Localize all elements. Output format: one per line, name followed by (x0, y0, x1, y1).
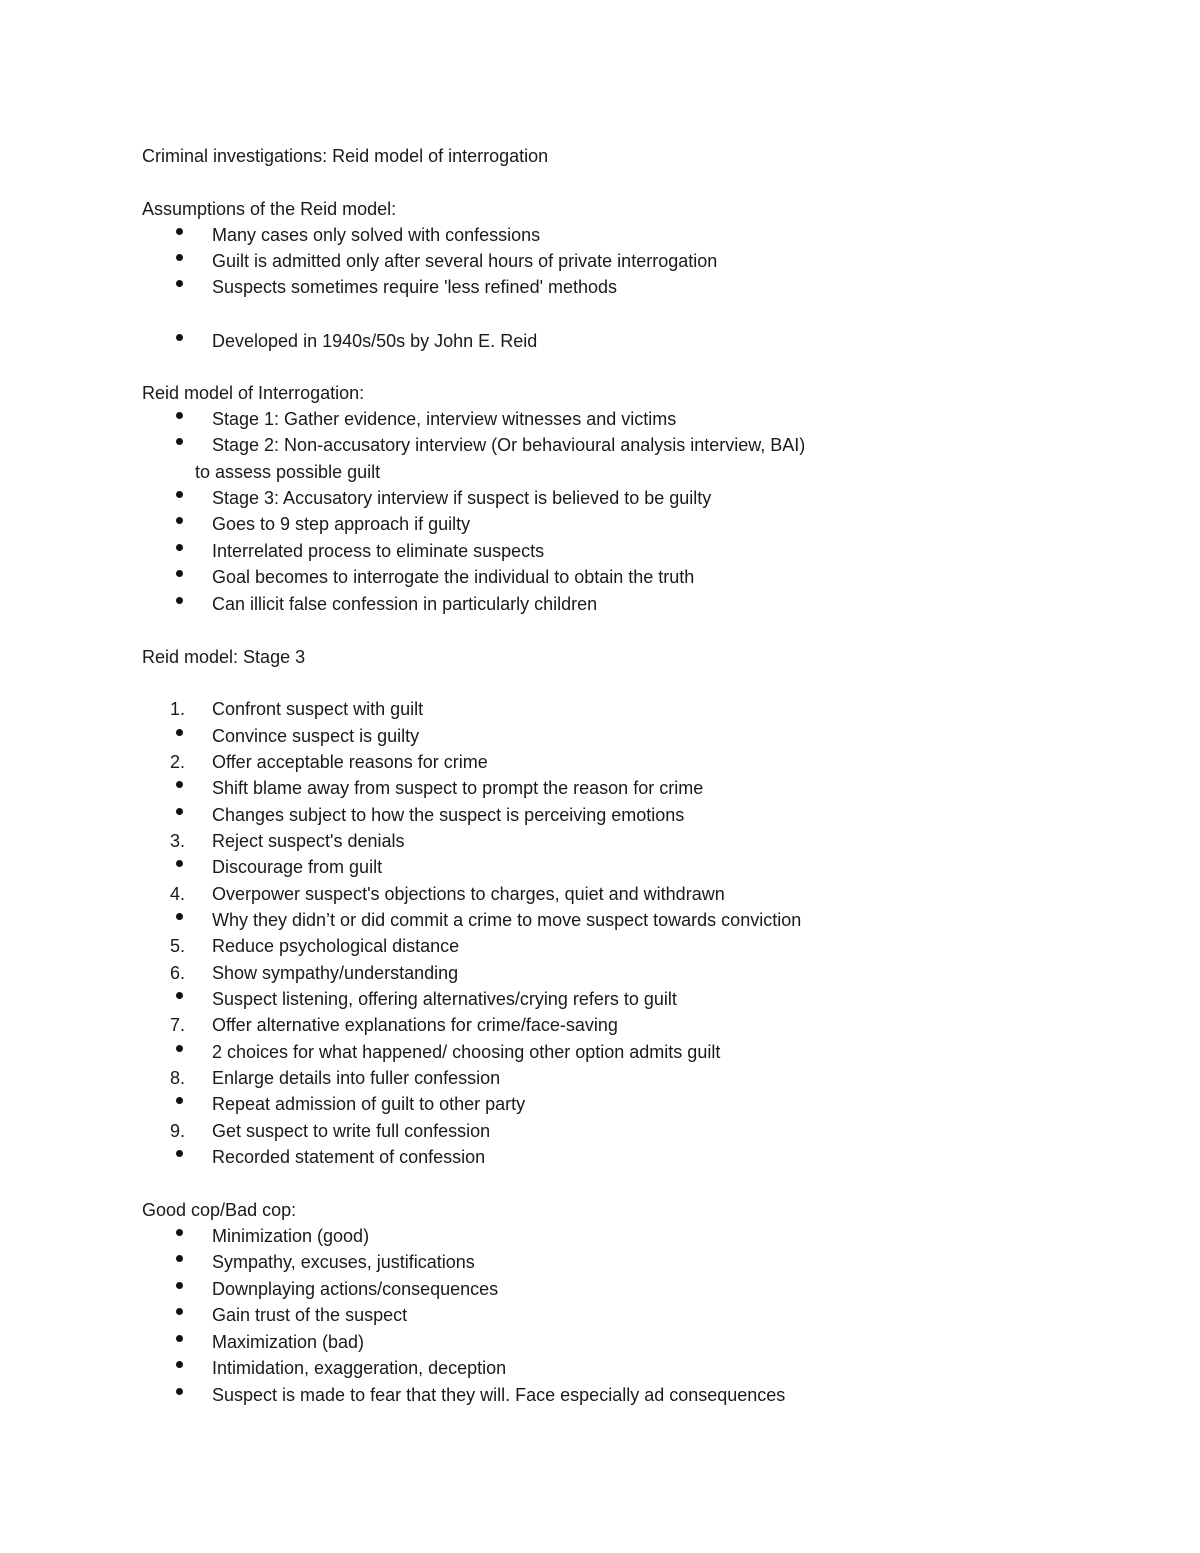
list-number: 6. (170, 963, 186, 983)
list-item: Guilt is admitted only after several hours of private interrogation (212, 251, 718, 271)
list-item: Sympathy, excuses, justifications (212, 1252, 475, 1272)
bullet-icon (176, 1388, 183, 1395)
list-number: 1. (170, 699, 186, 719)
bullet-icon (176, 228, 183, 235)
list-number: 9. (170, 1121, 186, 1141)
bullet-icon (176, 729, 183, 736)
bullet-icon (176, 860, 183, 867)
list-item: Many cases only solved with confessions (212, 225, 541, 245)
list-item: Downplaying actions/consequences (212, 1279, 499, 1299)
section-heading-stage3: Reid model: Stage 3 (142, 647, 306, 667)
list-item: Discourage from guilt (212, 857, 383, 877)
page-title: Criminal investigations: Reid model of interrogation (142, 146, 549, 166)
list-item: Suspect is made to fear that they will. Face especially ad consequences (212, 1385, 786, 1405)
list-item: Minimization (good) (212, 1226, 370, 1246)
list-item: Suspect listening, offering alternatives/crying refers to guilt (212, 989, 677, 1009)
list-item: Can illicit false confession in particularly children (212, 594, 598, 614)
bullet-icon (176, 1282, 183, 1289)
list-item: Stage 1: Gather evidence, interview witnesses and victims (212, 409, 677, 429)
bullet-icon (176, 517, 183, 524)
list-item-continuation: to assess possible guilt (195, 462, 381, 482)
list-number: 8. (170, 1068, 186, 1088)
bullet-icon (176, 1150, 183, 1157)
list-item: Recorded statement of confession (212, 1147, 486, 1167)
bullet-icon (176, 1255, 183, 1262)
list-number: 3. (170, 831, 186, 851)
section-heading-assumptions: Assumptions of the Reid model: (142, 199, 397, 219)
bullet-icon (176, 412, 183, 419)
bullet-icon (176, 781, 183, 788)
bullet-icon (176, 913, 183, 920)
list-item: Interrelated process to eliminate suspects (212, 541, 545, 561)
list-item: Reject suspect's denials (212, 831, 405, 851)
bullet-icon (176, 1229, 183, 1236)
list-number: 4. (170, 884, 186, 904)
list-item: Goal becomes to interrogate the individual to obtain the truth (212, 567, 695, 587)
bullet-icon (176, 438, 183, 445)
list-item: Intimidation, exaggeration, deception (212, 1358, 507, 1378)
bullet-icon (176, 1045, 183, 1052)
section-heading-interrogation: Reid model of Interrogation: (142, 383, 365, 403)
bullet-icon (176, 570, 183, 577)
list-item: Stage 2: Non-accusatory interview (Or behavioural analysis interview, BAI) (212, 435, 806, 455)
list-item: Changes subject to how the suspect is perceiving emotions (212, 805, 685, 825)
bullet-icon (176, 1308, 183, 1315)
list-item: Enlarge details into fuller confession (212, 1068, 501, 1088)
bullet-icon (176, 1097, 183, 1104)
list-item: Maximization (bad) (212, 1332, 365, 1352)
list-number: 2. (170, 752, 186, 772)
list-item: Developed in 1940s/50s by John E. Reid (212, 331, 538, 351)
bullet-icon (176, 808, 183, 815)
list-item: Goes to 9 step approach if guilty (212, 514, 471, 534)
list-item: Overpower suspect's objections to charges, quiet and withdrawn (212, 884, 725, 904)
list-item: Show sympathy/understanding (212, 963, 459, 983)
list-item: Suspects sometimes require 'less refined' methods (212, 277, 618, 297)
list-item: Why they didn’t or did commit a crime to move suspect towards conviction (212, 910, 802, 930)
bullet-icon (176, 992, 183, 999)
bullet-icon (176, 491, 183, 498)
bullet-icon (176, 1361, 183, 1368)
list-item: Offer acceptable reasons for crime (212, 752, 488, 772)
list-item: Shift blame away from suspect to prompt the reason for crime (212, 778, 704, 798)
list-item: Stage 3: Accusatory interview if suspect is believed to be guilty (212, 488, 712, 508)
list-item: Convince suspect is guilty (212, 726, 420, 746)
list-item: Repeat admission of guilt to other party (212, 1094, 526, 1114)
bullet-icon (176, 544, 183, 551)
list-item: Offer alternative explanations for crime/face-saving (212, 1015, 618, 1035)
list-item: 2 choices for what happened/ choosing other option admits guilt (212, 1042, 721, 1062)
list-item: Confront suspect with guilt (212, 699, 424, 719)
section-heading-goodcop: Good cop/Bad cop: (142, 1200, 297, 1220)
bullet-icon (176, 334, 183, 341)
list-item: Gain trust of the suspect (212, 1305, 408, 1325)
bullet-icon (176, 597, 183, 604)
list-item: Get suspect to write full confession (212, 1121, 491, 1141)
list-number: 7. (170, 1015, 186, 1035)
list-item: Reduce psychological distance (212, 936, 460, 956)
list-number: 5. (170, 936, 186, 956)
bullet-icon (176, 280, 183, 287)
bullet-icon (176, 1335, 183, 1342)
bullet-icon (176, 254, 183, 261)
